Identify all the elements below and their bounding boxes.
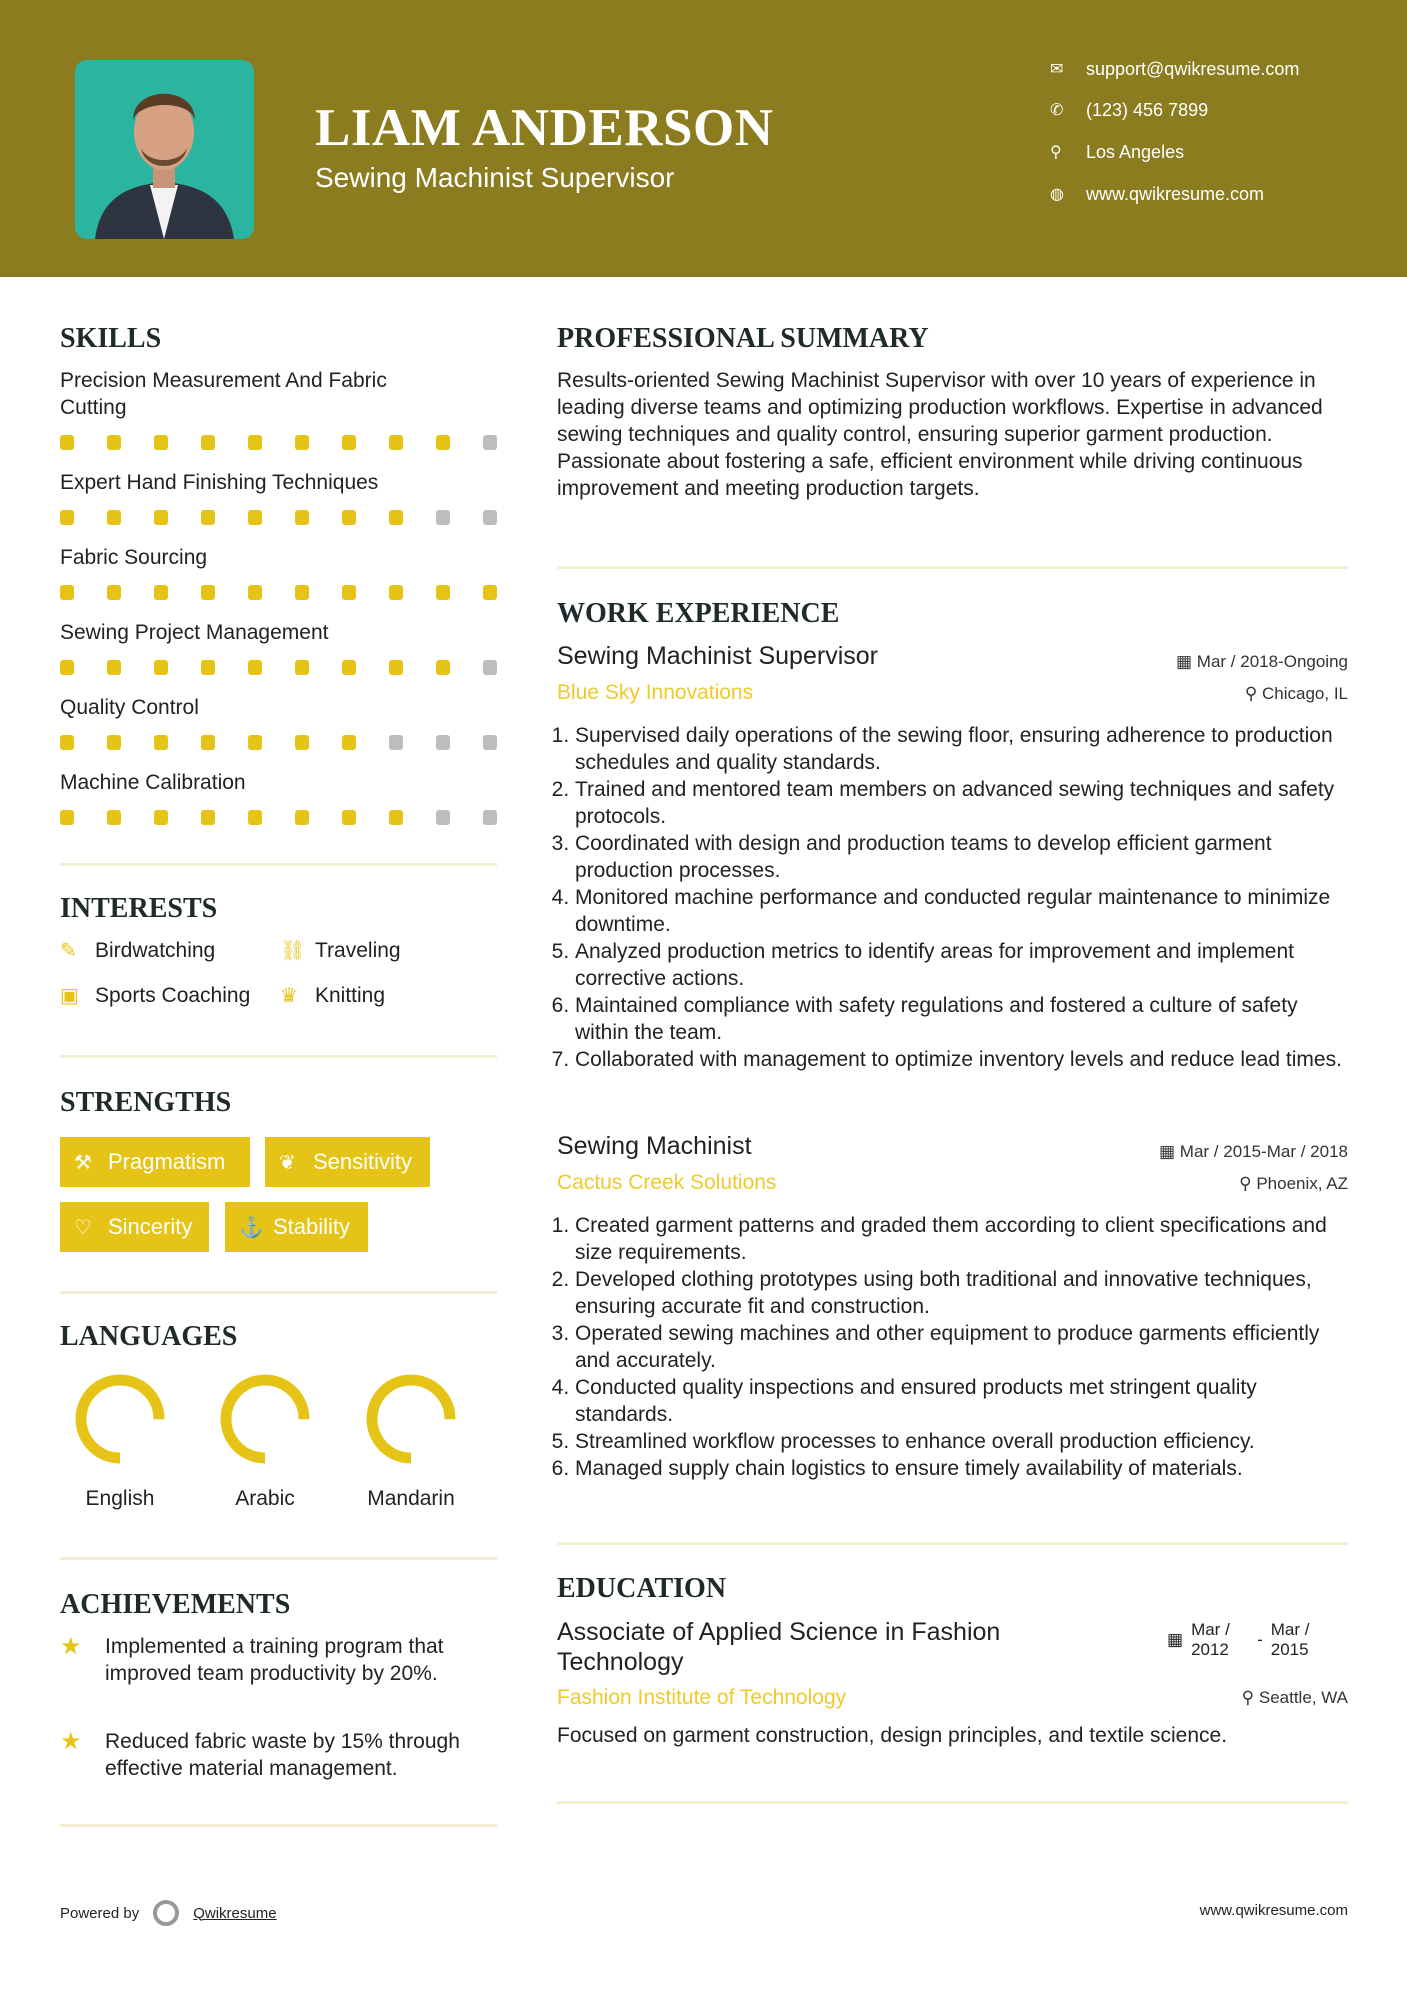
profile-photo — [75, 60, 254, 239]
language-label: English — [85, 1487, 155, 1510]
education-location — [1242, 1688, 1348, 1708]
rating-dot — [342, 585, 356, 600]
rating-dot — [60, 735, 74, 750]
rating-dot — [154, 810, 168, 825]
binoculars-icon: ⛓ — [280, 940, 306, 962]
rating-dot — [436, 810, 450, 825]
job-date — [1176, 652, 1348, 672]
skill-rating — [60, 585, 500, 600]
job-date-text: Mar / 2015-Mar / 2018 — [1179, 1142, 1348, 1161]
divider — [557, 1801, 1348, 1804]
rating-dot — [201, 735, 215, 750]
star-icon: ★ — [60, 1728, 82, 1755]
education-institution: Fashion Institute of Technology — [557, 1686, 847, 1709]
calendar-icon: ▦ — [1159, 1142, 1180, 1161]
job-bullets — [557, 1212, 1352, 1482]
rating-dot — [342, 660, 356, 675]
divider — [60, 1055, 497, 1058]
rating-dot — [389, 735, 403, 750]
qwikresume-logo-icon — [153, 1900, 179, 1926]
contact-website[interactable] — [1050, 182, 1264, 206]
rating-dot — [60, 810, 74, 825]
achievement-item — [60, 1728, 500, 1782]
rating-dot — [60, 435, 74, 450]
phone-text: (123) 456 7899 — [1086, 99, 1209, 120]
summary-text: Results-oriented Sewing Machinist Supervisor with over 10 years of experience in leading diverse teams and optimizing production workflows. Expertise in advanced sewing techniques and quality control, ensuring superior garment production. Passionate about fostering a safe, efficient environment while driving continuous improvement and meeting production targets. — [557, 369, 1323, 500]
contact-location — [1050, 140, 1184, 164]
powered-by-text: Powered by — [60, 1904, 140, 1922]
languages-heading: LANGUAGES — [60, 1321, 238, 1352]
rating-dot — [342, 435, 356, 450]
rating-dot — [154, 660, 168, 675]
trophy-icon: ♛ — [280, 985, 298, 1007]
rating-dot — [107, 660, 121, 675]
divider — [557, 1542, 1348, 1545]
education-dates — [1167, 1620, 1321, 1660]
education-description: Focused on garment construction, design principles, and textile science. — [557, 1724, 1228, 1747]
calendar-icon: ▦ — [1176, 652, 1197, 671]
footer-url[interactable]: www.qwikresume.com — [1199, 1902, 1348, 1919]
strength-label: Sensitivity — [313, 1149, 413, 1174]
interest-item — [280, 983, 385, 1008]
job-bullets — [557, 722, 1352, 1073]
rating-dot — [201, 585, 215, 600]
divider — [60, 1824, 497, 1827]
rating-dot — [295, 585, 309, 600]
interest-label: Knitting — [315, 983, 386, 1007]
job-bullet: 1. Created garment patterns and graded them according to client specifications and size requirements. — [575, 1212, 1352, 1266]
rating-dot — [248, 810, 262, 825]
job-location-text: Chicago, IL — [1262, 684, 1348, 703]
rating-dot — [107, 585, 121, 600]
skill-label: Sewing Project Management — [60, 621, 329, 644]
pin-icon: ⚲ — [1244, 684, 1262, 703]
skill-item — [60, 469, 500, 525]
rating-dot — [201, 660, 215, 675]
rating-dot — [60, 585, 74, 600]
rating-dot — [201, 510, 215, 525]
divider — [557, 566, 1348, 569]
rating-dot — [107, 510, 121, 525]
rating-dot — [248, 585, 262, 600]
strength-tag — [60, 1137, 250, 1187]
job-bullet: 2. Trained and mentored team members on advanced sewing techniques and safety protocols. — [575, 776, 1352, 830]
experience-heading: WORK EXPERIENCE — [557, 598, 840, 629]
rating-dot — [483, 435, 497, 450]
interest-item — [60, 938, 215, 963]
divider — [60, 863, 497, 866]
language-rings — [0, 1360, 520, 1480]
phone-icon: ✆ — [1050, 102, 1064, 119]
job-bullet: 6. Managed supply chain logistics to ensure timely availability of materials. — [575, 1455, 1352, 1482]
rating-dot — [154, 735, 168, 750]
skill-item — [60, 694, 500, 750]
email-text[interactable]: support@qwikresume.com — [1086, 58, 1300, 79]
rating-dot — [60, 660, 74, 675]
language-ring — [226, 1380, 304, 1458]
job-bullet: 5. Analyzed production metrics to identify areas for improvement and implement corrective actions. — [575, 938, 1352, 992]
achievement-text: Implemented a training program that improved team productivity by 20%. — [105, 1635, 444, 1685]
location-text: Los Angeles — [1086, 141, 1185, 162]
achievement-item — [60, 1633, 500, 1687]
education-end: Mar / 2015 — [1270, 1620, 1310, 1659]
rating-dot — [295, 435, 309, 450]
skill-rating — [60, 510, 500, 525]
rating-dot — [483, 510, 497, 525]
map-marker-icon: ⚲ — [1050, 144, 1062, 161]
job-bullet: 4. Monitored machine performance and conducted regular maintenance to minimize downtime. — [575, 884, 1352, 938]
rating-dot — [483, 735, 497, 750]
globe-icon: ◍ — [1050, 186, 1064, 203]
rating-dot — [389, 810, 403, 825]
rating-dot — [201, 810, 215, 825]
brand-link[interactable]: Qwikresume — [193, 1904, 277, 1922]
strength-label: Stability — [273, 1214, 351, 1239]
job-bullet: 6. Maintained compliance with safety regulations and fostered a culture of safety within the team. — [575, 992, 1352, 1046]
interest-label: Traveling — [315, 938, 401, 962]
star-icon: ★ — [60, 1633, 82, 1660]
skill-label: Quality Control — [60, 696, 199, 719]
strength-tag — [225, 1202, 368, 1252]
education-location-text: Seattle, WA — [1258, 1688, 1348, 1707]
envelope-icon: ✉ — [1050, 61, 1064, 78]
strength-label: Pragmatism — [108, 1149, 226, 1174]
rating-dot — [295, 660, 309, 675]
strength-tag — [60, 1202, 209, 1252]
date-separator: - — [1257, 1630, 1263, 1649]
skill-rating — [60, 660, 500, 675]
skill-rating — [60, 735, 500, 750]
job-bullet: 4. Conducted quality inspections and ensured products met stringent quality standards. — [575, 1374, 1352, 1428]
rating-dot — [436, 435, 450, 450]
rating-dot — [342, 510, 356, 525]
rating-dot — [436, 735, 450, 750]
education-start: Mar / 2012 — [1191, 1620, 1230, 1659]
achievements-heading: ACHIEVEMENTS — [60, 1589, 291, 1620]
job-company: Blue Sky Innovations — [557, 681, 754, 704]
rating-dot — [201, 435, 215, 450]
rating-dot — [436, 660, 450, 675]
rating-dot — [389, 435, 403, 450]
strength-label: Sincerity — [108, 1214, 193, 1239]
contact-email[interactable] — [1050, 57, 1299, 81]
rating-dot — [295, 810, 309, 825]
language-ring — [372, 1380, 450, 1458]
footer-powered-by — [60, 1900, 277, 1926]
rating-dot — [248, 435, 262, 450]
skills-heading: SKILLS — [60, 323, 162, 354]
rating-dot — [389, 585, 403, 600]
rating-dot — [60, 510, 74, 525]
gavel-icon: ⚒ — [74, 1151, 92, 1174]
rating-dot — [342, 735, 356, 750]
divider — [60, 1291, 497, 1294]
skill-label: Fabric Sourcing — [60, 546, 208, 569]
job-title: Sewing Machinist — [557, 1132, 752, 1160]
skill-label: Precision Measurement And Fabric Cutting — [60, 369, 387, 419]
job-title: Sewing Machinist Supervisor — [557, 642, 878, 670]
job-bullet: 3. Coordinated with design and production teams to develop efficient garment production processes. — [575, 830, 1352, 884]
degree-title: Associate of Applied Science in Fashion Technology — [557, 1618, 1001, 1676]
skill-rating — [60, 435, 500, 450]
website-text[interactable]: www.qwikresume.com — [1086, 183, 1265, 204]
rating-dot — [248, 660, 262, 675]
job-location-text: Phoenix, AZ — [1256, 1174, 1348, 1193]
interest-label: Sports Coaching — [95, 983, 251, 1007]
job-date-text: Mar / 2018-Ongoing — [1196, 652, 1348, 671]
rating-dot — [295, 735, 309, 750]
education-heading: EDUCATION — [557, 1573, 727, 1604]
skill-item — [60, 544, 500, 600]
skill-item — [60, 769, 500, 825]
pin-icon: ⚲ — [1239, 1174, 1257, 1193]
pencil-icon: ✎ — [60, 940, 77, 962]
job-bullet: 2. Developed clothing prototypes using both traditional and innovative techniques, ensuring accurate fit and construction. — [575, 1266, 1352, 1320]
job-bullet: 1. Supervised daily operations of the sewing floor, ensuring adherence to production schedules and quality standards. — [575, 722, 1352, 776]
rating-dot — [436, 510, 450, 525]
rating-dot — [107, 810, 121, 825]
strength-tag — [265, 1137, 430, 1187]
interest-label: Birdwatching — [95, 938, 216, 962]
language-label: Mandarin — [367, 1487, 455, 1510]
pin-icon: ⚲ — [1241, 1688, 1259, 1707]
rating-dot — [342, 810, 356, 825]
rating-dot — [154, 435, 168, 450]
rating-dot — [295, 510, 309, 525]
rating-dot — [389, 510, 403, 525]
language-ring — [81, 1380, 159, 1458]
contact-phone — [1050, 98, 1208, 122]
rating-dot — [248, 735, 262, 750]
interest-item — [280, 938, 401, 963]
rating-dot — [483, 660, 497, 675]
job-bullet: 7. Collaborated with management to optimize inventory levels and reduce lead times. — [575, 1046, 1352, 1073]
language-label: Arabic — [235, 1487, 295, 1510]
interests-heading: INTERESTS — [60, 893, 218, 924]
heart-icon: ♡ — [74, 1216, 92, 1239]
divider — [60, 1557, 497, 1560]
candidate-title: Sewing Machinist Supervisor — [315, 162, 675, 193]
rating-dot — [483, 585, 497, 600]
rating-dot — [248, 510, 262, 525]
strengths-heading: STRENGTHS — [60, 1087, 232, 1118]
skill-label: Expert Hand Finishing Techniques — [60, 471, 379, 494]
job-bullet: 5. Streamlined workflow processes to enhance overall production efficiency. — [575, 1428, 1352, 1455]
skill-item — [60, 619, 500, 675]
candidate-name: LIAM ANDERSON — [315, 99, 774, 157]
rating-dot — [107, 435, 121, 450]
calendar-icon: ▦ — [1167, 1630, 1184, 1649]
anchor-icon: ⚓ — [239, 1216, 264, 1239]
rating-dot — [154, 585, 168, 600]
job-date — [1159, 1142, 1348, 1162]
job-location — [1239, 1174, 1348, 1194]
skill-rating — [60, 810, 500, 825]
rating-dot — [483, 810, 497, 825]
summary-heading: PROFESSIONAL SUMMARY — [557, 323, 929, 354]
rating-dot — [107, 735, 121, 750]
job-bullet: 3. Operated sewing machines and other equipment to produce garments efficiently and accurately. — [575, 1320, 1352, 1374]
job-location — [1245, 684, 1348, 704]
skill-item — [60, 367, 500, 450]
interest-item — [60, 983, 250, 1008]
briefcase-icon: ▣ — [60, 985, 79, 1007]
rating-dot — [389, 660, 403, 675]
skill-label: Machine Calibration — [60, 771, 246, 794]
leaf-icon: ❦ — [279, 1151, 296, 1174]
job-company: Cactus Creek Solutions — [557, 1171, 777, 1194]
rating-dot — [154, 510, 168, 525]
achievement-text: Reduced fabric waste by 15% through effective material management. — [105, 1730, 460, 1780]
skills-list — [60, 367, 500, 844]
rating-dot — [436, 585, 450, 600]
